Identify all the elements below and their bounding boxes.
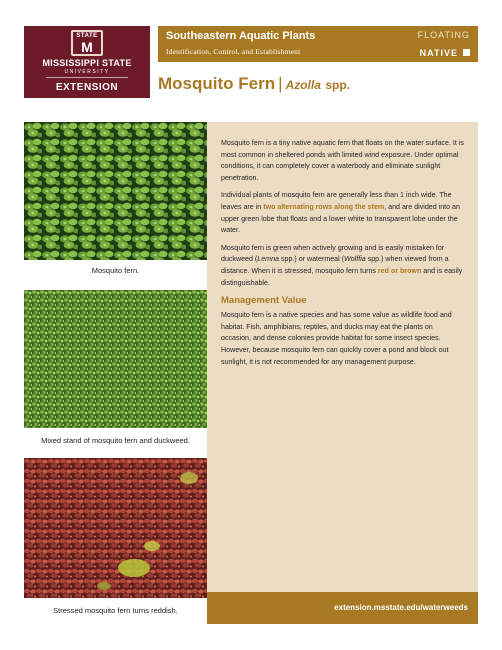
genus-lemna: Lemna — [257, 255, 279, 264]
paragraph-leaves — [221, 190, 464, 236]
square-icon — [463, 49, 470, 56]
photo-stressed-fern — [24, 458, 207, 598]
genus-wolffia: Wolffia — [344, 255, 366, 264]
photo-mixed-stand — [24, 290, 207, 428]
section-heading-management: Management Value — [221, 295, 307, 307]
footer-banner — [207, 592, 478, 624]
series-title: Southeastern Aquatic Plants — [166, 30, 316, 42]
title-separator: | — [278, 74, 283, 93]
highlight-red-or-brown: red or brown — [377, 266, 422, 275]
paragraph-overview: Mosquito fern is a tiny native aquatic fern that floats on the water surface. It is most common in sheltered ponds with limited wind exposure. Under optimal conditions, it can completely cover a waterbody and eliminate sunlight penetration. — [221, 139, 464, 182]
logo-university-word: UNIVERSITY — [64, 69, 110, 75]
paragraph-leaves-text-2: , and are divided into an upper green lobe that floats and a lower white to transparent lobe under the water. — [221, 202, 460, 235]
paragraph-identification — [221, 243, 464, 289]
scientific-suffix: spp. — [325, 78, 350, 92]
paragraph-id-text: Mosquito fern is green when actively growing and is easily mistaken for duckweed ( — [221, 243, 445, 264]
logo-divider — [46, 77, 128, 78]
series-subtitle: Identification, Control, and Establishment — [166, 47, 301, 56]
series-banner — [158, 26, 478, 62]
native-status-text: NATIVE — [419, 48, 458, 58]
description-panel — [207, 122, 478, 592]
msu-extension-logo — [24, 26, 150, 98]
logo-university-name: MISSISSIPPI STATE — [42, 58, 132, 68]
footer-url-link[interactable]: extension.msstate.edu/waterweeds — [334, 603, 468, 612]
m-glyph-icon: M — [81, 39, 93, 55]
seal-text: STATE — [76, 33, 98, 39]
native-status — [420, 48, 470, 58]
paragraph-leaves-text: Individual plants of mosquito fern are generally less than 1 inch wide. The leaves are in — [221, 191, 452, 211]
paragraph-id-text-4: and is easily distinguishable. — [221, 266, 463, 287]
page-title: Mosquito Fern — [158, 74, 276, 93]
highlight-alternating-rows: two alternating rows along the stem — [263, 202, 385, 211]
msu-seal-icon — [71, 30, 103, 56]
paragraph-management: Mosquito fern is a native species and has some value as wildlife food and habitat. Fish, amphibians, reptiles, and ducks may eat the plants on occasion, and dense colonies provide habitat for some insect species. However, because mosquito fern can quickly cover a pond and block out sunlight, it is not recommended for any management purpose. — [221, 311, 452, 366]
plant-type-label: FLOATING — [417, 30, 470, 40]
scientific-genus: Azolla — [285, 78, 321, 92]
paragraph-id-text-3: spp.) when viewed from a distance. When it is stressed, mosquito fern turns — [221, 255, 449, 275]
paragraph-id-text-2: spp.) or watermeal ( — [278, 255, 345, 264]
photo-caption-2: Mixed stand of mosquito fern and duckweed. — [41, 436, 190, 445]
photo-caption-1: Mosquito fern. — [91, 266, 140, 275]
photo-caption-3: Stressed mosquito fern turns reddish. — [53, 606, 178, 615]
page-title-row — [158, 74, 478, 94]
photo-mosquito-fern — [24, 122, 207, 260]
logo-extension-word: EXTENSION — [55, 82, 119, 93]
